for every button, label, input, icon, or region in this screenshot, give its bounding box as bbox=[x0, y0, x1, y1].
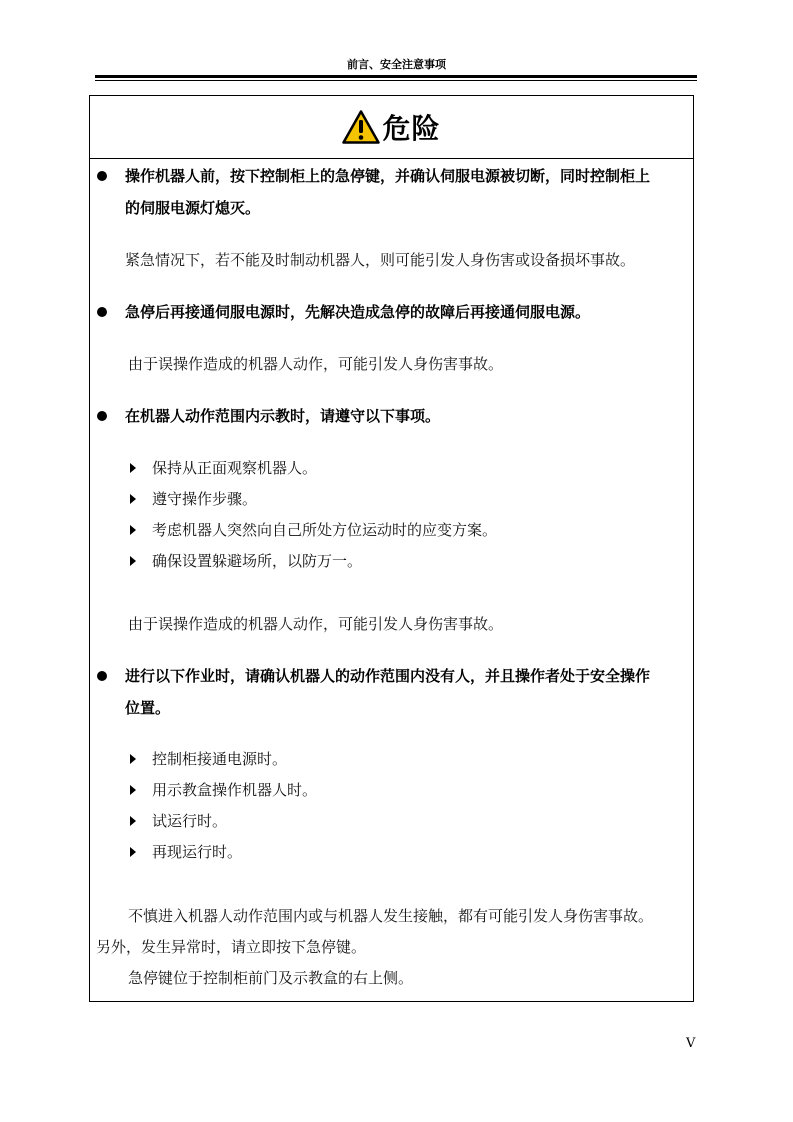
section-1-line-2: 的伺服电源灯熄灭。 bbox=[125, 199, 261, 217]
section-3-item: 保持从正面观察机器人。 bbox=[152, 459, 318, 477]
section-4-note-2: 另外，发生异常时，请立即按下急停键。 bbox=[96, 938, 367, 956]
section-4-item: 再现运行时。 bbox=[152, 843, 243, 861]
page-number: V bbox=[686, 1036, 696, 1051]
arrow-bullet-icon bbox=[130, 785, 136, 795]
arrow-bullet-icon bbox=[130, 525, 136, 535]
section-4-item: 控制柜接通电源时。 bbox=[152, 750, 288, 768]
warning-triangle-icon bbox=[342, 110, 380, 144]
section-3-item: 遵守操作步骤。 bbox=[152, 490, 258, 508]
arrow-bullet-icon bbox=[130, 556, 136, 566]
section-3-note: 由于误操作造成的机器人动作，可能引发人身伤害事故。 bbox=[128, 615, 504, 633]
section-2-line-1: 急停后再接通伺服电源时，先解决造成急停的故障后再接通伺服电源。 bbox=[125, 303, 591, 321]
arrow-bullet-icon bbox=[130, 494, 136, 504]
danger-heading bbox=[90, 96, 693, 159]
section-2-note: 由于误操作造成的机器人动作，可能引发人身伤害事故。 bbox=[128, 355, 504, 373]
bullet-icon bbox=[97, 307, 107, 317]
section-3-item: 考虑机器人突然向自己所处方位运动时的应变方案。 bbox=[152, 521, 498, 539]
bullet-icon bbox=[97, 671, 107, 681]
section-4-note-3: 急停键位于控制柜前门及示教盒的右上侧。 bbox=[128, 969, 414, 987]
bullet-icon bbox=[97, 171, 107, 181]
section-4-line-2: 位置。 bbox=[125, 699, 171, 717]
section-4-item: 试运行时。 bbox=[152, 812, 228, 830]
header-rule-thin bbox=[95, 80, 697, 81]
danger-box bbox=[89, 95, 694, 1002]
section-4-line-1: 进行以下作业时，请确认机器人的动作范围内没有人，并且操作者处于安全操作 bbox=[125, 667, 651, 685]
header-rule-thick bbox=[95, 75, 697, 78]
section-4-note-1: 不慎进入机器人动作范围内或与机器人发生接触，都有可能引发人身伤害事故。 bbox=[128, 907, 654, 925]
section-4-item: 用示教盒操作机器人时。 bbox=[152, 781, 318, 799]
arrow-bullet-icon bbox=[130, 463, 136, 473]
arrow-bullet-icon bbox=[130, 754, 136, 764]
bullet-icon bbox=[97, 411, 107, 421]
section-1-line-1: 操作机器人前，按下控制柜上的急停键，并确认伺服电源被切断，同时控制柜上 bbox=[125, 167, 651, 185]
section-3-item: 确保设置躲避场所，以防万一。 bbox=[152, 552, 363, 570]
arrow-bullet-icon bbox=[130, 816, 136, 826]
section-3-line-1: 在机器人动作范围内示教时，请遵守以下事项。 bbox=[125, 407, 441, 425]
section-1-note: 紧急情况下，若不能及时制动机器人，则可能引发人身伤害或设备损坏事故。 bbox=[125, 251, 636, 269]
arrow-bullet-icon bbox=[130, 847, 136, 857]
page-header-title: 前言、安全注意事项 bbox=[347, 58, 446, 71]
danger-heading-text: 危险 bbox=[382, 112, 441, 145]
